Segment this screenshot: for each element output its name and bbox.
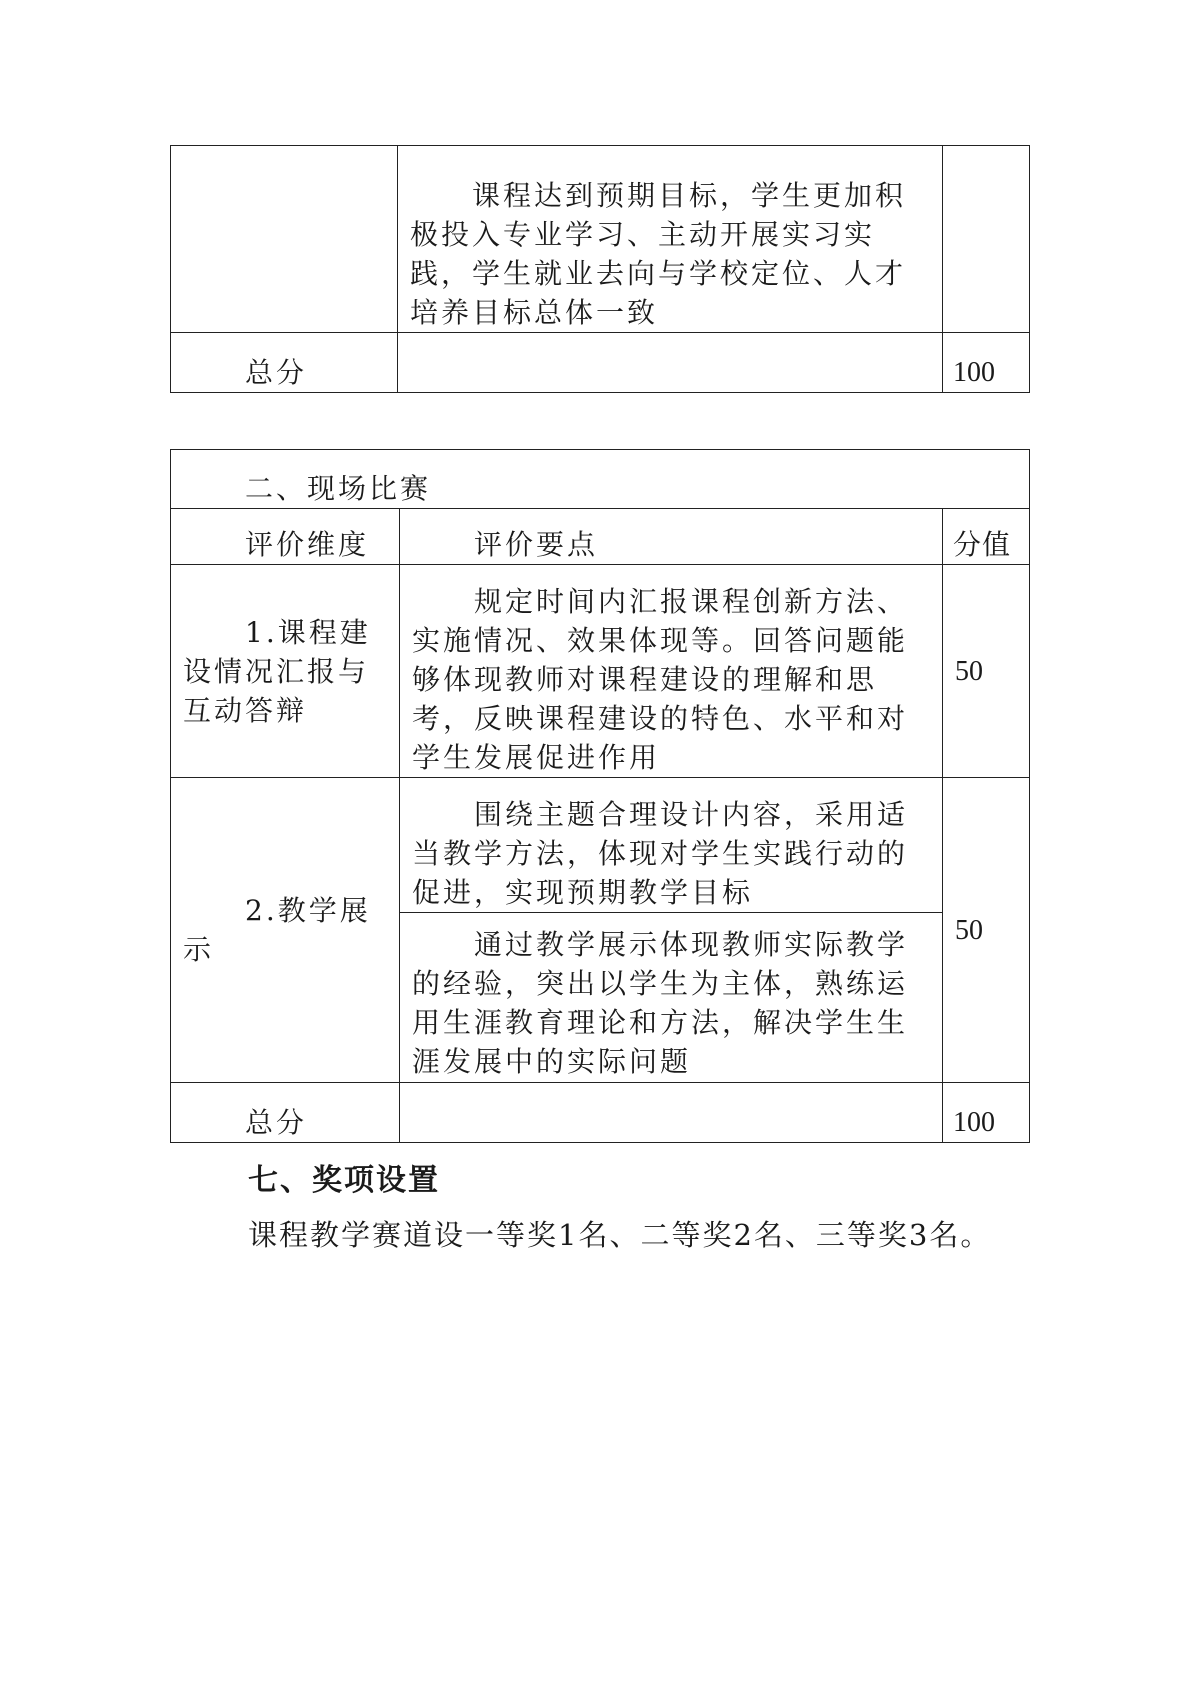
total-label-cell [171, 1083, 400, 1143]
section-heading: 七、奖项设置 [248, 1163, 440, 1198]
table-row [171, 778, 1030, 913]
total-row [171, 333, 1030, 393]
header-score: 分值 [953, 528, 1012, 561]
onsite-competition-table [170, 449, 1030, 1143]
score-cell [943, 146, 1030, 333]
header-points-cell [400, 509, 943, 565]
evaluation-points-cell [400, 913, 943, 1083]
total-score-cell [943, 333, 1030, 393]
evaluation-points-cell [400, 778, 943, 913]
table-title: 二、现场比赛 [183, 472, 432, 505]
table-row [171, 146, 1030, 333]
score-cell [943, 565, 1030, 778]
dimension-cell [171, 565, 400, 778]
section-paragraph: 课程教学赛道设一等奖1名、二等奖2名、三等奖3名。 [248, 1218, 992, 1252]
evaluation-points-cell [400, 565, 943, 778]
scoring-table-continued [170, 145, 1030, 393]
evaluation-points-text: 课程达到预期目标，学生更加积极投入专业学习、主动开展实习实践，学生就业去向与学校定位、人才培养目标总体一致 [410, 179, 907, 329]
header-score-cell [943, 509, 1030, 565]
evaluation-points-text: 规定时间内汇报课程创新方法、实施情况、效果体现等。回答问题能够体现教师对课程建设的理解和思考，反映课程建设的特色、水平和对学生发展促进作用 [412, 585, 909, 774]
total-label: 总分 [183, 356, 308, 389]
dimension-cell [171, 146, 398, 333]
total-score: 100 [953, 1107, 995, 1138]
header-dimension: 评价维度 [183, 528, 370, 561]
evaluation-points-cell [398, 146, 943, 333]
evaluation-points-text: 围绕主题合理设计内容，采用适当教学方法，体现对学生实践行动的促进，实现预期教学目标 [412, 798, 909, 909]
table-title-cell [171, 450, 1030, 509]
table-title-row [171, 450, 1030, 509]
total-label-cell [171, 333, 398, 393]
table-row [171, 565, 1030, 778]
total-score-cell [943, 1083, 1030, 1143]
total-row [171, 1083, 1030, 1143]
header-points: 评价要点 [412, 528, 599, 561]
total-label: 总分 [183, 1106, 308, 1139]
total-score: 100 [953, 357, 995, 388]
score-value: 50 [955, 914, 983, 946]
dimension-text: 2.教学展示 [183, 894, 371, 966]
total-middle-cell [398, 333, 943, 393]
dimension-cell [171, 778, 400, 1083]
total-middle-cell [400, 1083, 943, 1143]
table-header-row [171, 509, 1030, 565]
dimension-text: 1.课程建设情况汇报与互动答辩 [183, 615, 371, 727]
evaluation-points-text: 通过教学展示体现教师实际教学的经验，突出以学生为主体，熟练运用生涯教育理论和方法，解决学生生涯发展中的实际问题 [412, 928, 909, 1078]
score-value: 50 [955, 655, 983, 687]
score-cell [943, 778, 1030, 1083]
header-dimension-cell [171, 509, 400, 565]
